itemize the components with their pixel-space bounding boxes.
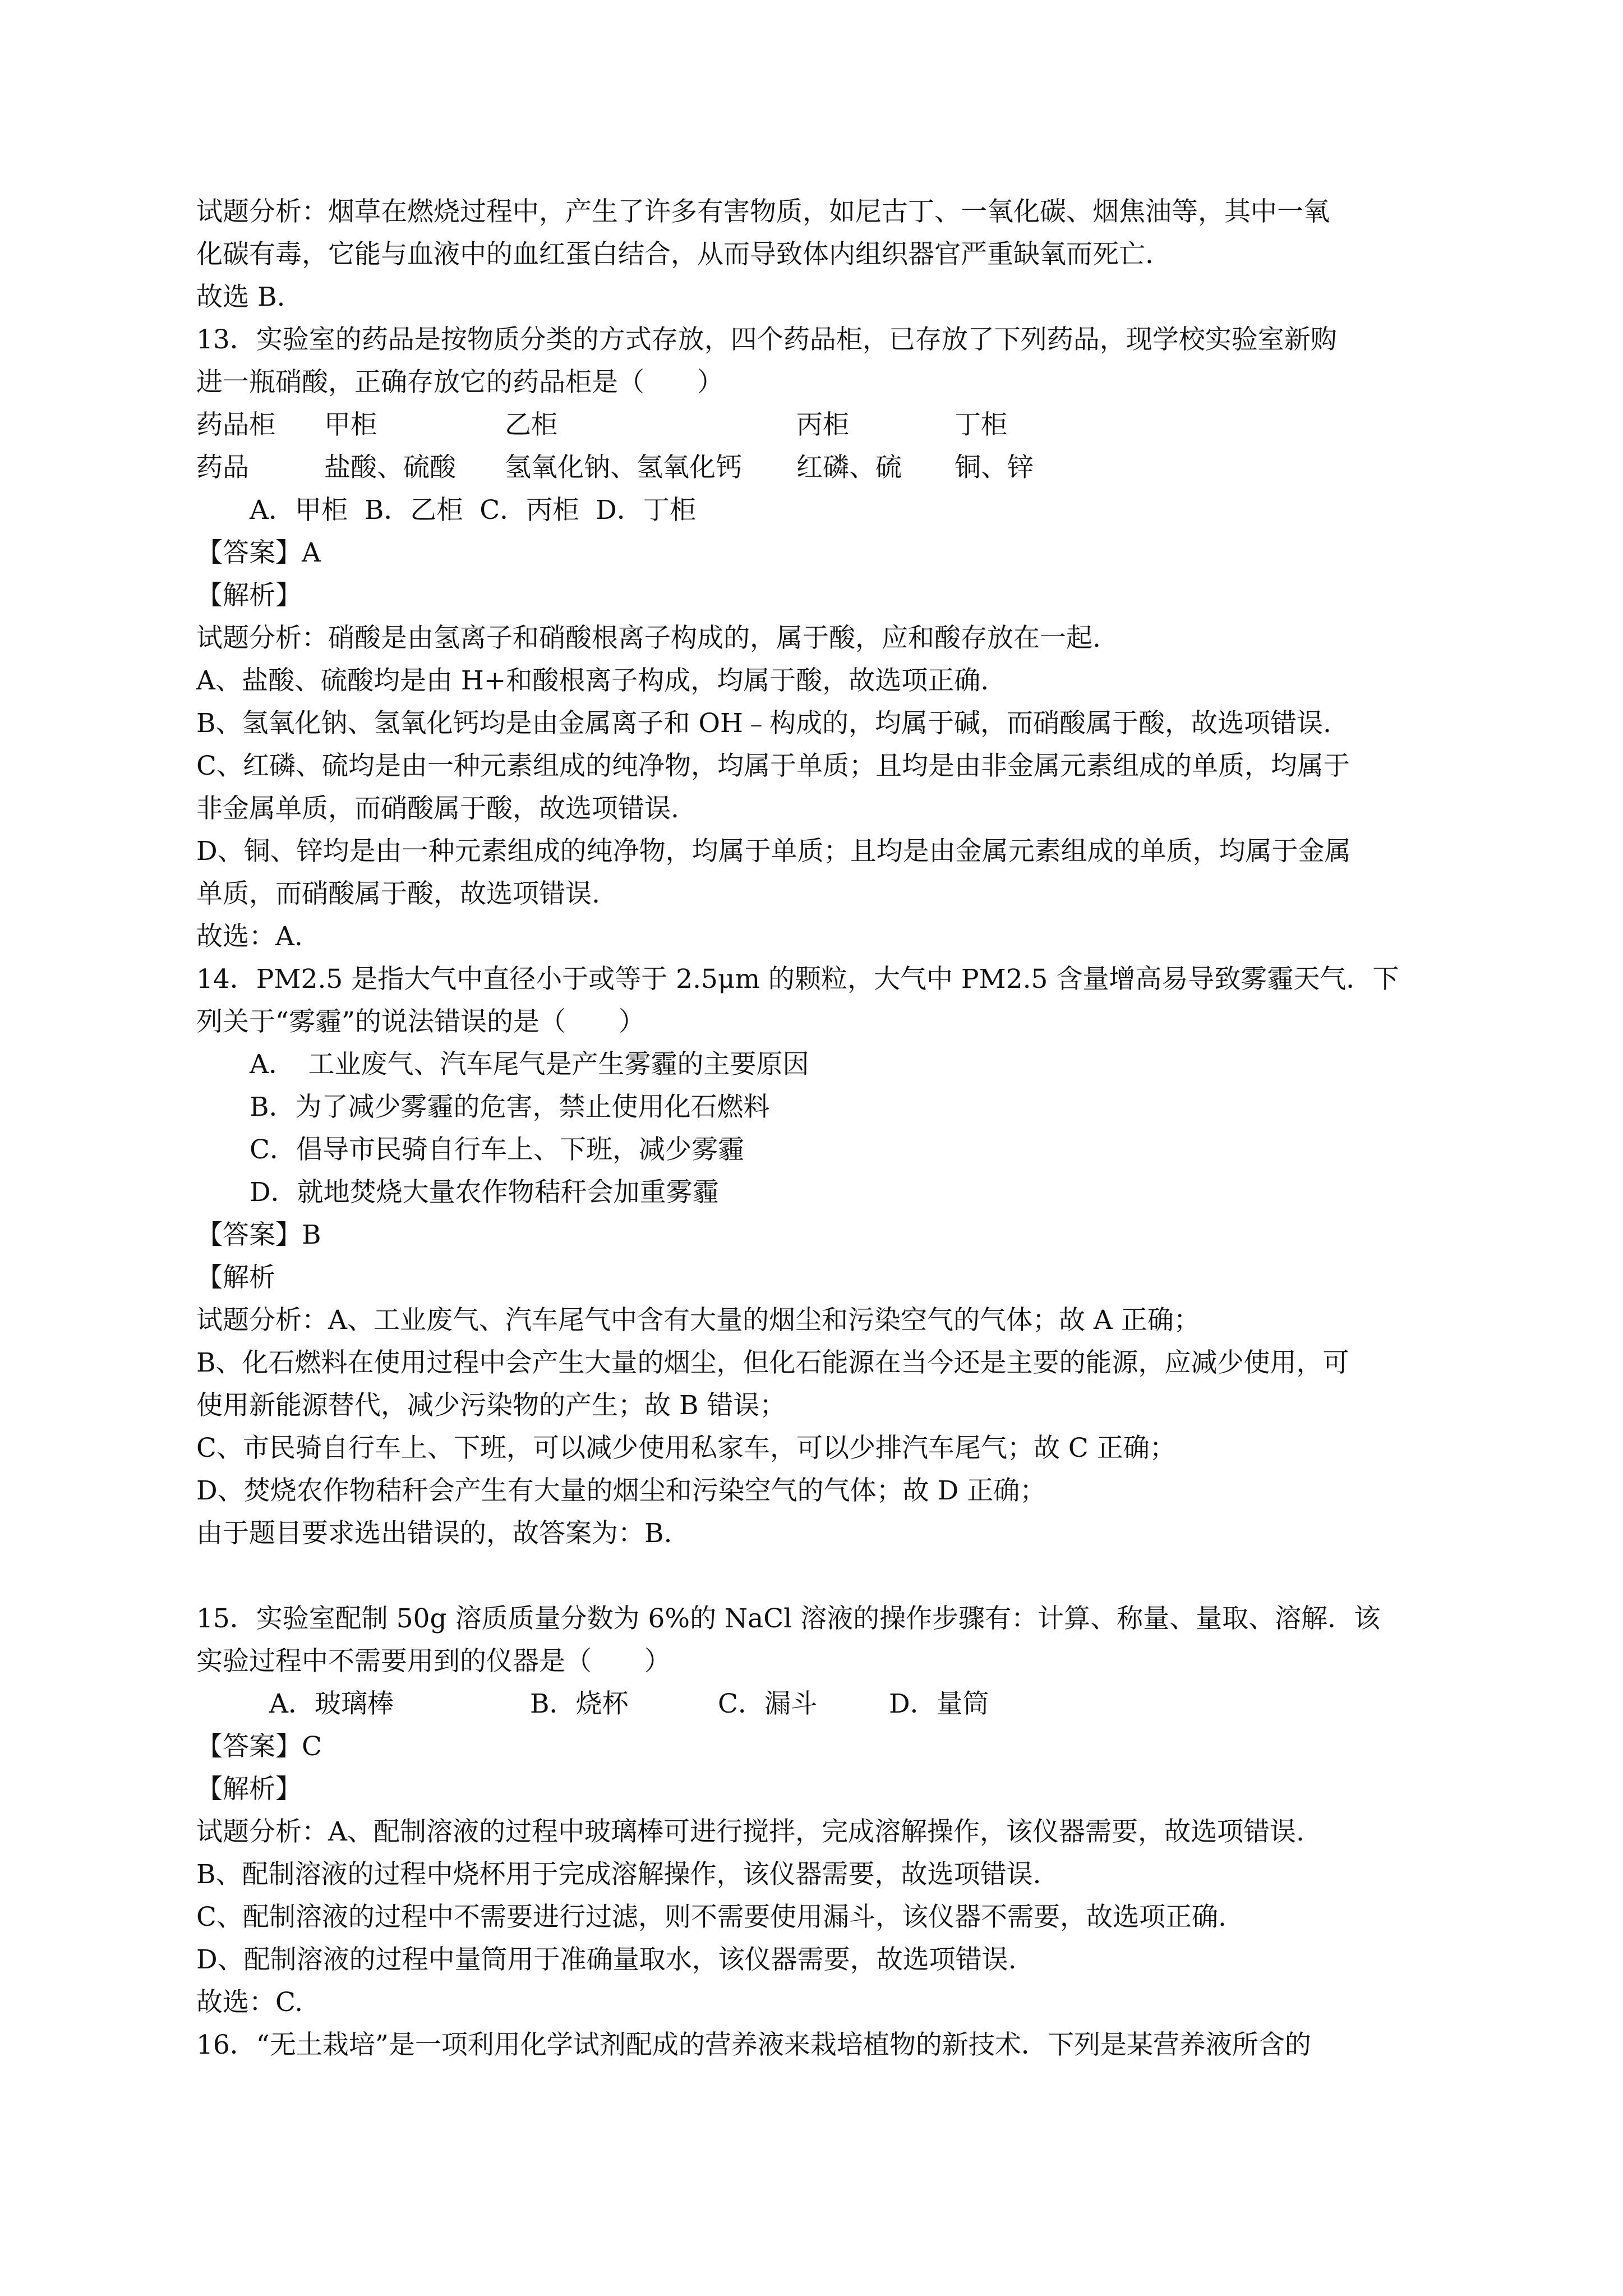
q15-analysis-line: 故选：C. xyxy=(196,1987,303,2018)
q14-analysis-title: 【解析 xyxy=(196,1262,275,1293)
option-b: B．乙柜 xyxy=(364,495,463,526)
q14-option-d: D．就地焚烧大量农作物秸秆会加重雾霾 xyxy=(250,1177,719,1208)
q12-choice: 故选 B. xyxy=(196,282,285,312)
option-d: D．丁柜 xyxy=(596,495,696,526)
q13-answer: 【答案】A xyxy=(196,537,321,568)
q15-analysis-line: D、配制溶液的过程中量筒用于准确量取水，该仪器需要，故选项错误. xyxy=(196,1944,1017,1975)
q15-analysis-line: 试题分析：A、配制溶液的过程中玻璃棒可进行搅拌，完成溶解操作，该仪器需要，故选项错误. xyxy=(196,1816,1304,1847)
q15-stem: 15．实验室配制 50g 溶质质量分数为 6%的 NaCl 溶液的操作步骤有：计算、称量、量取、溶解．该 xyxy=(196,1603,1381,1634)
option-a: A．甲柜 xyxy=(250,495,348,526)
q13-analysis-line: 非金属单质，而硝酸属于酸，故选项错误. xyxy=(196,793,679,824)
table-cell: 药品 xyxy=(196,452,249,483)
table-cell: 铜、锌 xyxy=(955,452,1034,483)
q15-analysis-title: 【解析】 xyxy=(196,1774,302,1805)
q13-analysis-line: D、铜、锌均是由一种元素组成的纯净物，均属于单质；且均是由金属元素组成的单质，均属于金属 xyxy=(196,836,1351,867)
q12-analysis-line: 试题分析：烟草在燃烧过程中，产生了许多有害物质，如尼古丁、一氧化碳、烟焦油等，其中一氧 xyxy=(196,196,1330,227)
table-header-row xyxy=(196,404,1123,447)
table-cell: 丙柜 xyxy=(796,409,849,440)
q13-analysis-line: A、盐酸、硫酸均是由 H+和酸根离子构成，均属于酸，故选项正确. xyxy=(196,665,989,696)
q14-stem: 14．PM2.5 是指大气中直径小于或等于 2.5μm 的颗粒，大气中 PM2.5 含量增高易导致雾霾天气．下 xyxy=(196,964,1399,995)
q15-stem: 实验过程中不需要用到的仪器是（ ） xyxy=(196,1646,671,1677)
table-cell: 乙柜 xyxy=(505,409,557,440)
q13-stem: 进一瓶硝酸，正确存放它的药品柜是（ ） xyxy=(196,367,723,398)
q14-option-c: C．倡导市民骑自行车上、下班，减少雾霾 xyxy=(250,1134,744,1165)
q15-analysis-line: B、配制溶液的过程中烧杯用于完成溶解操作，该仪器需要，故选项错误. xyxy=(196,1859,1041,1890)
q14-analysis-line: 使用新能源替代，减少污染物的产生；故 B 错误； xyxy=(196,1390,786,1421)
option-d: D．量筒 xyxy=(889,1688,989,1719)
q13-analysis-title: 【解析】 xyxy=(196,580,302,611)
q13-options xyxy=(196,489,1447,532)
table-cell: 药品柜 xyxy=(196,409,275,440)
q13-analysis-line: C、红磷、硫均是由一种元素组成的纯净物，均属于单质；且均是由非金属元素组成的单质，均属于 xyxy=(196,751,1350,781)
table-cell: 盐酸、硫酸 xyxy=(324,452,456,483)
option-b: B．烧杯 xyxy=(530,1688,629,1719)
table-row xyxy=(196,447,1123,489)
q12-analysis-line: 化碳有毒，它能与血液中的血红蛋白结合，从而导致体内组织器官严重缺氧而死亡. xyxy=(196,239,1154,270)
q14-stem: 列关于“雾霾”的说法错误的是（ ） xyxy=(196,1006,645,1037)
table-cell: 氢氧化钠、氢氧化钙 xyxy=(505,452,742,483)
table-cell: 红磷、硫 xyxy=(796,452,902,483)
q16-stem: 16．“无土栽培”是一项利用化学试剂配成的营养液来栽培植物的新技术．下列是某营养液所含的 xyxy=(196,2030,1311,2060)
q14-answer: 【答案】B xyxy=(196,1220,321,1250)
q14-analysis-line: C、市民骑自行车上、下班，可以减少使用私家车，可以少排汽车尾气；故 C 正确； xyxy=(196,1433,1176,1464)
q15-analysis-line: C、配制溶液的过程中不需要进行过滤，则不需要使用漏斗，该仪器不需要，故选项正确. xyxy=(196,1902,1227,1932)
q13-analysis-line: B、氢氧化钠、氢氧化钙均是由金属离子和 OH﹣构成的，均属于碱，而硝酸属于酸，故选项错误. xyxy=(196,708,1331,739)
spacer xyxy=(196,1555,1447,1598)
q14-option-a: A． 工业废气、汽车尾气是产生雾霾的主要原因 xyxy=(250,1049,809,1080)
q13-stem: 13．实验室的药品是按物质分类的方式存放，四个药品柜，已存放了下列药品，现学校实验室新购 xyxy=(196,324,1337,355)
option-c: C．丙柜 xyxy=(479,495,579,526)
table-cell: 甲柜 xyxy=(324,409,377,440)
q14-option-b: B．为了减少雾霾的危害，禁止使用化石燃料 xyxy=(250,1092,770,1122)
q15-options xyxy=(196,1683,1447,1726)
q14-analysis-line: 试题分析：A、工业废气、汽车尾气中含有大量的烟尘和污染空气的气体；故 A 正确； xyxy=(196,1305,1200,1336)
option-a: A．玻璃棒 xyxy=(269,1688,394,1719)
table-cell: 丁柜 xyxy=(955,409,1007,440)
option-c: C．漏斗 xyxy=(718,1688,817,1719)
q14-analysis-line: 由于题目要求选出错误的，故答案为：B. xyxy=(196,1518,672,1549)
document-body xyxy=(196,191,1447,2067)
q13-analysis-line: 故选：A. xyxy=(196,921,303,952)
q14-analysis-line: B、化石燃料在使用过程中会产生大量的烟尘，但化石能源在当今还是主要的能源，应减少使用，可 xyxy=(196,1347,1349,1378)
q13-analysis-line: 单质，而硝酸属于酸，故选项错误. xyxy=(196,878,600,909)
q14-analysis-line: D、焚烧农作物秸秆会产生有大量的烟尘和污染空气的气体；故 D 正确； xyxy=(196,1475,1046,1506)
q13-shelf-table xyxy=(196,404,1123,489)
q13-analysis-line: 试题分析：硝酸是由氢离子和硝酸根离子构成的，属于酸，应和酸存放在一起. xyxy=(196,623,1101,654)
q15-answer: 【答案】C xyxy=(196,1731,322,1762)
